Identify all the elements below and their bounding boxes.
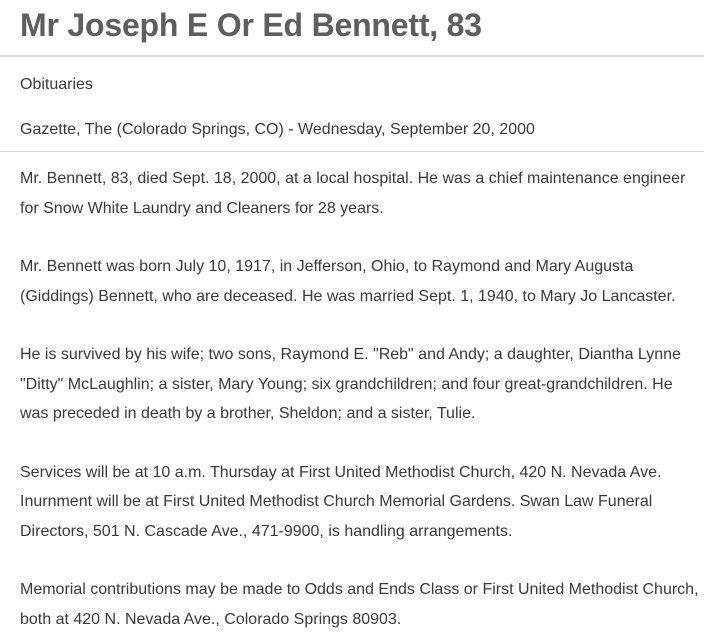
category-label: Obituaries	[20, 76, 93, 93]
paragraph-death-notice: Mr. Bennett, 83, died Sept. 18, 2000, at a local hospital. He was a chief maintenance engineer for Snow White Laundry and Cleaners for 28 years.	[20, 170, 686, 217]
title-divider	[0, 55, 704, 57]
page-title: Mr Joseph E Or Ed Bennett, 83	[20, 7, 482, 43]
source-line: Gazette, The (Colorado Springs, CO) - Wednesday, September 20, 2000	[20, 121, 535, 138]
paragraph-birth-marriage: Mr. Bennett was born July 10, 1917, in Jefferson, Ohio, to Raymond and Mary Augusta (Giddings) Bennett, who are deceased. He was married Sept. 1, 1940, to Mary Jo Lancaster.	[20, 258, 676, 305]
paragraph-memorials: Memorial contributions may be made to Odds and Ends Class or First United Methodist Church, both at 420 N. Nevada Ave., Colorado Springs 80903.	[20, 581, 699, 628]
article-body	[20, 164, 700, 634]
paragraph-survivors: He is survived by his wife; two sons, Raymond E. "Reb" and Andy; a daughter, Diantha Lynne "Ditty" McLaughlin; a sister, Mary Young; six grandchildren; and four great-grandchildren. He was preceded in death by a brother, Sheldon; and a sister, Tulie.	[20, 346, 681, 422]
paragraph-services: Services will be at 10 a.m. Thursday at First United Methodist Church, 420 N. Nevada Ave. Inurnment will be at First United Methodist Church Memorial Gardens. Swan Law Funeral Directors, 501 N. Cascade Ave., 471-9900, is handling arrangements.	[20, 463, 662, 540]
source-divider	[0, 151, 704, 152]
